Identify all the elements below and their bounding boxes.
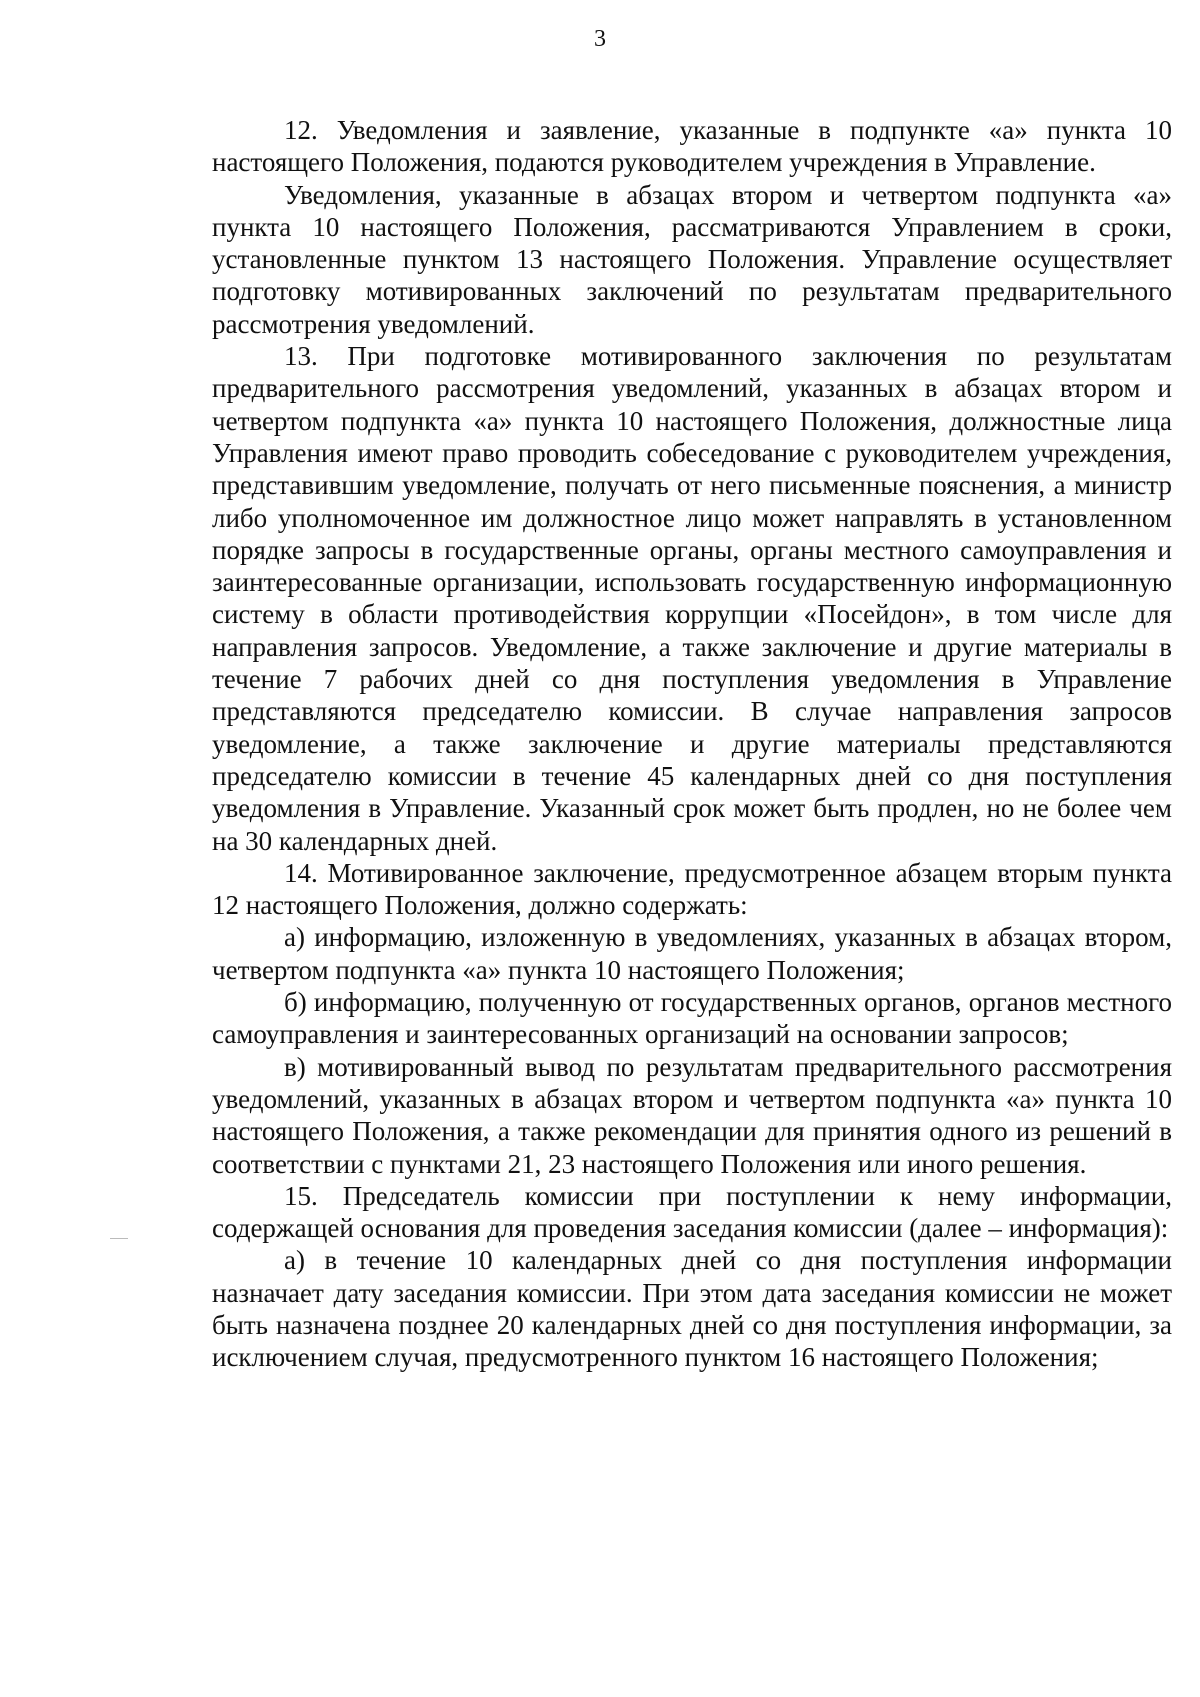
paragraph-14: 14. Мотивированное заключение, предусмотренное абзацем вторым пункта 12 настоящего Положения, должно содержать:	[212, 857, 1172, 921]
paragraph-13: 13. При подготовке мотивированного заключения по результатам предварительного рассмотрения уведомлений, указанных в абзацах втором и четвертом подпункта «а» пункта 10 настоящего Положения, должностные лица Управления имеют право проводить собеседование с руководителем учреждения, представившим уведомление, получать от него письменные пояснения, а министр либо уполномоченное им должностное лицо может направлять в установленном порядке запросы в государственные органы, органы местного самоуправления и заинтересованные организации, использовать государственную информационную систему в области противодействия коррупции «Посейдон», в том числе для направления запросов. Уведомление, а также заключение и другие материалы в течение 7 рабочих дней со дня поступления уведомления в Управление представляются председателю комиссии. В случае направления запросов уведомление, а также заключение и другие материалы представляются председателю комиссии в течение 45 календарных дней со дня поступления уведомления в Управление. Указанный срок может быть продлен, но не более чем на 30 календарных дней.	[212, 341, 1172, 856]
paragraph-12: 12. Уведомления и заявление, указанные в подпункте «а» пункта 10 настоящего Положения, подаются руководителем учреждения в Управление.	[212, 115, 1172, 178]
paragraph-15: 15. Председатель комиссии при поступлении к нему информации, содержащей основания для проведения заседания комиссии (далее – информация):	[212, 1180, 1172, 1244]
paragraph-14-a: а) информацию, изложенную в уведомлениях, указанных в абзацах втором, четвертом подпункта «а» пункта 10 настоящего Положения;	[212, 922, 1172, 985]
paragraph-12-notifications: Уведомления, указанные в абзацах втором и четвертом подпункта «а» пункта 10 настоящего Положения, рассматриваются Управлением в сроки, установленные пунктом 13 настоящего Положения. Управление осуществляет подготовку мотивированных заключений по результатам предварительного рассмотрения уведомлений.	[212, 179, 1172, 339]
paragraph-14-b: б) информацию, полученную от государственных органов, органов местного самоуправления и заинтересованных организаций на основании запросов;	[212, 987, 1172, 1050]
document-body	[212, 114, 1172, 1374]
paragraph-14-v: в) мотивированный вывод по результатам предварительного рассмотрения уведомлений, указанных в абзацах втором и четвертом подпункта «а» пункта 10 настоящего Положения, а также рекомендации для принятия одного из решений в соответствии с пунктами 21, 23 настоящего Положения или иного решения.	[212, 1051, 1172, 1179]
scan-artifact-line	[110, 1238, 128, 1239]
paragraph-15-a: а) в течение 10 календарных дней со дня поступления информации назначает дату заседания комиссии. При этом дата заседания комиссии не может быть назначена позднее 20 календарных дней со дня поступления информации, за исключением случая, предусмотренного пунктом 16 настоящего Положения;	[212, 1245, 1172, 1373]
page-number: 3	[594, 26, 606, 52]
